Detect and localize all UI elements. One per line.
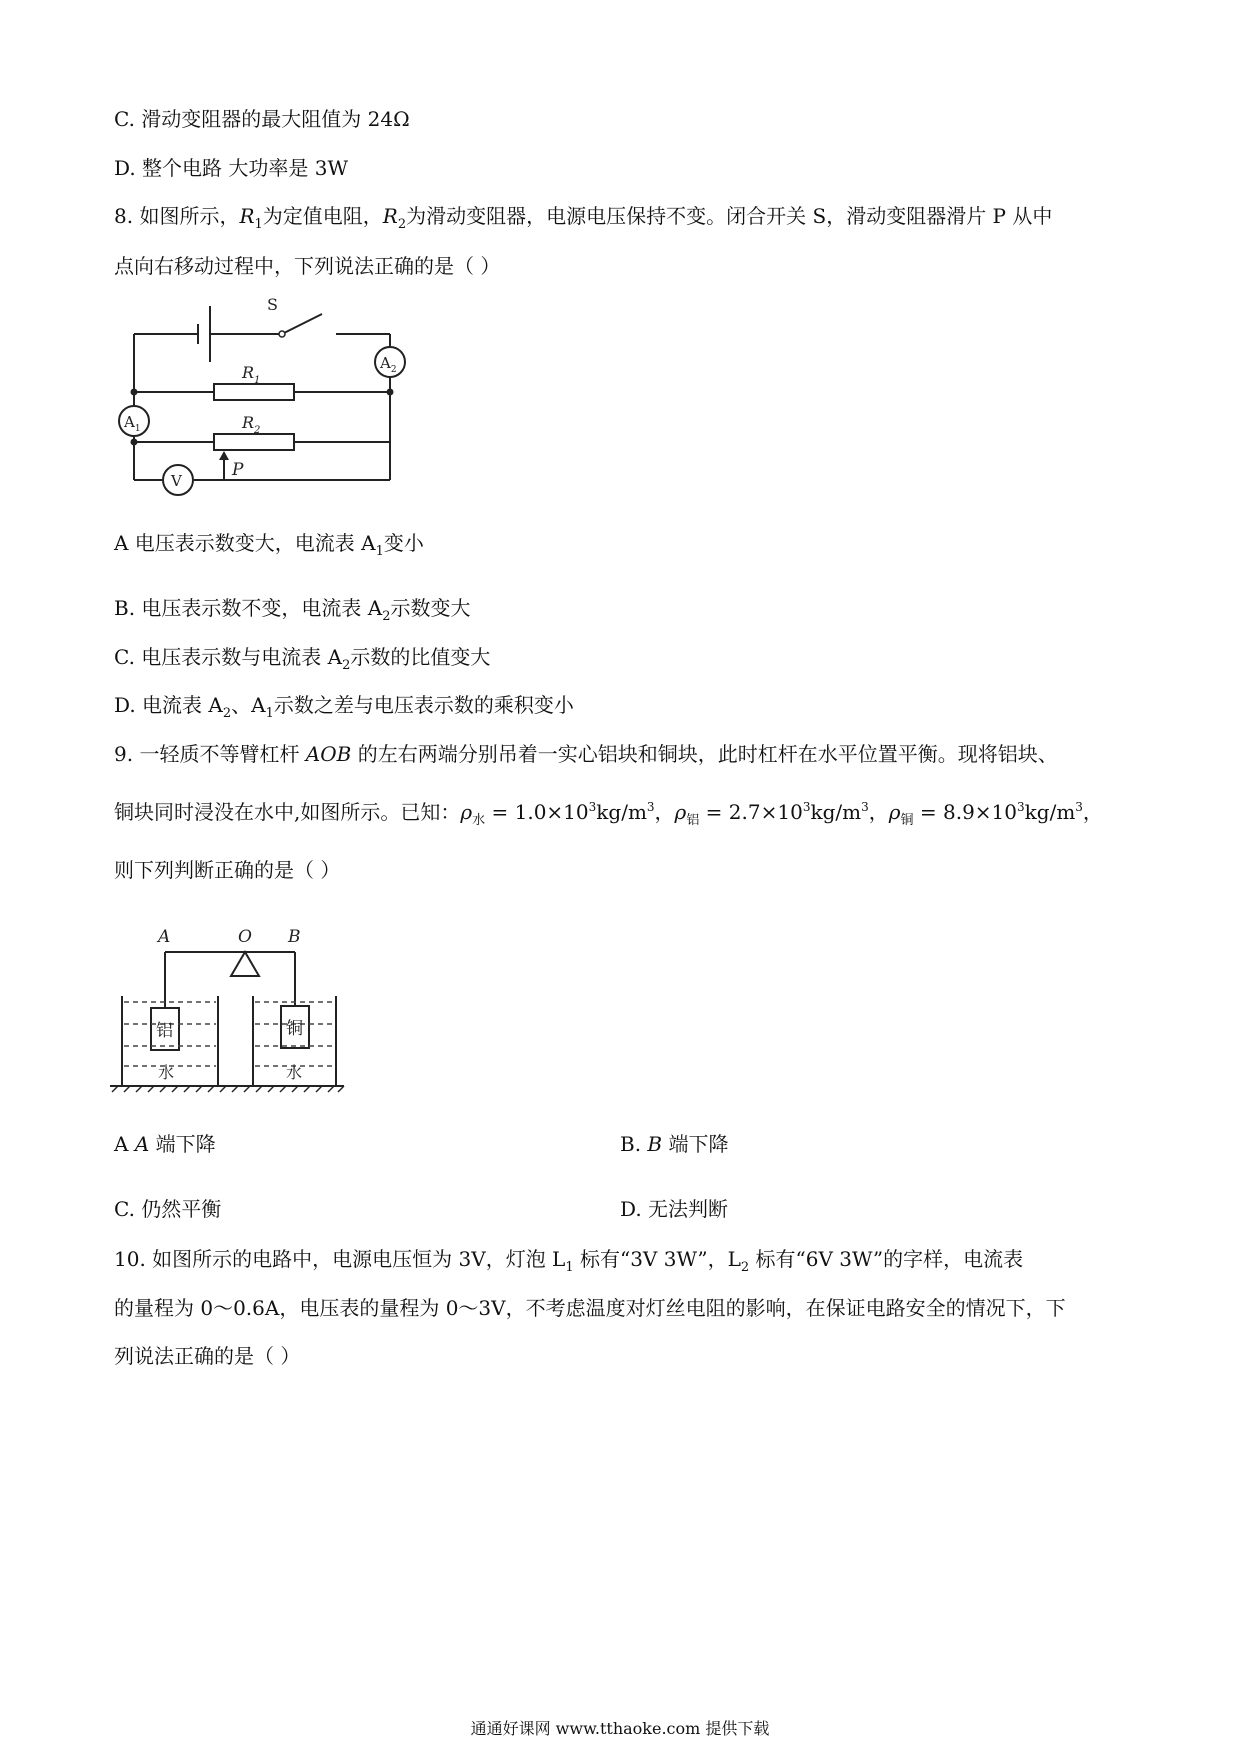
q10-stem-line2: 的量程为 0～0.6A，电压表的量程为 0～3V，不考虑温度对灯丝电阻的影响，在保证电路安全的情况下，下 [114,1296,1066,1320]
q8-option-a: A 电压表示数变大，电流表 $A_1$变小 [114,531,424,559]
resistor-r2-label: $R_2$ [242,413,261,436]
q7-option-d: D. 整个电路 大功率是 3W [114,156,349,180]
aluminum-block-label: 铝 [156,1021,173,1041]
q9-stem-line3: 则下列判断正确的是（ ） [114,858,341,882]
water-label-left: 水 [158,1063,175,1082]
voltmeter-label: V [171,472,182,490]
q9-option-a: A A 端下降 [114,1132,216,1156]
q9-option-c: C. 仍然平衡 [114,1197,222,1221]
q9-option-d: D. 无法判断 [620,1197,729,1221]
q8-stem-line1: 8. 如图所示，$R_1$为定值电阻，$R_2$为滑动变阻器，电源电压保持不变。闭合开关 S，滑动变阻器滑片 P 从中 [114,204,1053,232]
ammeter-a2-label: $A_2$ [380,354,397,375]
switch-label: S [267,296,278,314]
page-footer: 通通好课网 www.tthaoke.com 提供下载 [470,1719,770,1738]
water-label-right: 水 [286,1063,303,1082]
q8-circuit-diagram [112,296,412,500]
q8-option-c: C. 电压表示数与电流表 $A_2$示数的比值变大 [114,645,491,673]
q7-option-c: C. 滑动变阻器的最大阻值为 24Ω [114,107,410,131]
lever-label-b: B [288,927,301,947]
q9-lever-diagram [110,918,350,1104]
q8-option-d: D. 电流表 $A_2$、$A_1$示数之差与电压表示数的乘积变小 [114,693,574,721]
copper-block-label: 铜 [286,1019,303,1039]
q8-option-b: B. 电压表示数不变，电流表 $A_2$示数变大 [114,596,471,624]
q9-option-b: B. B 端下降 [620,1132,729,1156]
lever-label-o: O [238,927,252,947]
lever-label-a: A [158,927,171,947]
q10-stem-line1: 10. 如图所示的电路中，电源电压恒为 3V，灯泡 $L_1$ 标有“3V 3W”，$L_2$ 标有“6V 3W”的字样，电流表 [114,1247,1024,1275]
q10-stem-line3: 列说法正确的是（ ） [114,1344,301,1368]
slider-p-label: P [232,460,244,480]
q9-stem-line1: 9. 一轻质不等臂杠杆 AOB 的左右两端分别吊着一实心铝块和铜块，此时杠杆在水平位置平衡。现将铝块、 [114,742,1058,766]
ammeter-a1-label: $A_1$ [124,413,141,434]
resistor-r1-label: $R_1$ [242,363,261,386]
q8-stem-line2: 点向右移动过程中，下列说法正确的是（ ） [114,254,501,278]
q9-stem-line2: 铜块同时浸没在水中,如图所示。已知：$\rho_水 = 1.0\times 10^3kg/m^3$，$\rho_铝 = 2.7\times 10^3kg/m^3$，$\rho_铜 = 8.9\times 10^3kg/m^3$， [114,800,1103,828]
